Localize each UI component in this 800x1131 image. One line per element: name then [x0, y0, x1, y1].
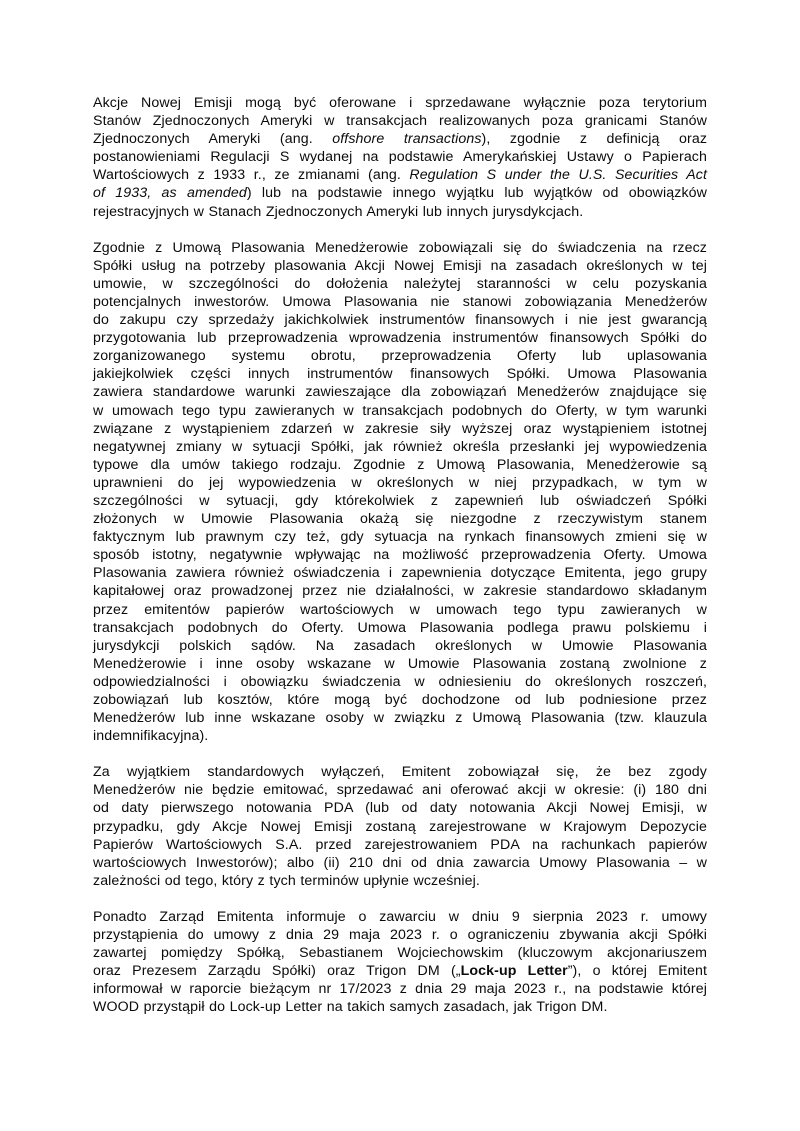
text-line — [93, 347, 707, 365]
text-run: związane z wystąpieniem zdarzeń w zakresie siły wyższej oraz wystąpieniem istotnej — [93, 420, 707, 437]
text-run: złożonych w Umowie Plasowania okażą się niezgodne z rzeczywistym stanem — [93, 511, 707, 528]
paragraph — [93, 239, 707, 746]
text-line — [93, 908, 707, 926]
text-line — [93, 781, 707, 799]
text-run: przez emitentów papierów wartościowych w umowach tego typu zawieranych w — [93, 601, 707, 618]
text-line — [93, 998, 707, 1016]
text-line — [93, 239, 707, 257]
text-line — [93, 546, 707, 564]
text-line — [93, 944, 707, 962]
text-line — [93, 601, 707, 619]
text-run: typowe dla umów takiego rodzaju. Zgodnie z Umową Plasowania, Menedżerowie są — [93, 456, 707, 473]
text-line — [93, 691, 707, 709]
text-line — [93, 709, 707, 727]
text-line — [93, 727, 707, 745]
text-run: sposób istotny, negatywnie wpływając na możliwość przeprowadzenia Oferty. Umowa — [93, 547, 707, 564]
text-run: Ponadto Zarząd Emitenta informuje o zawarciu w dniu 9 sierpnia 2023 r. umowy — [93, 908, 707, 925]
text-line — [93, 637, 707, 655]
text-run: umowie, w szczególności do dołożenia należytej staranności w celu pozyskania — [93, 275, 707, 292]
text-line — [93, 510, 707, 528]
text-line — [93, 203, 707, 221]
italic-text-run: offshore transactions — [332, 131, 482, 148]
text-run: negatywnej zmiany w sytuacji Spółki, jak również określa przesłanki jej wypowiedzenia — [93, 438, 707, 455]
text-run: indemnifikacyjna). — [93, 728, 209, 745]
text-line — [93, 329, 707, 347]
text-run: ), zgodnie z definicją oraz — [481, 131, 708, 148]
text-run: transakcjach podobnych do Oferty. Umowa Plasowania podlega prawu polskiemu i — [93, 619, 707, 636]
text-run: Zgodnie z Umową Plasowania Menedżerowie zobowiązali się do świadczenia na rzecz — [93, 239, 707, 256]
paragraph — [93, 908, 707, 1017]
text-line — [93, 528, 707, 546]
text-line — [93, 94, 707, 112]
text-line — [93, 854, 707, 872]
text-run: ) lub na podstawie innego wyjątku lub wyjątków od obowiązków — [246, 185, 707, 202]
text-run: przystąpienia do umowy z dnia 29 maja 2023 r. o ograniczeniu zbywania akcji Spółki — [93, 927, 707, 944]
text-line — [93, 926, 707, 944]
text-line — [93, 872, 707, 890]
text-run: Zjednoczonych Ameryki (ang. — [93, 131, 333, 148]
text-run: postanowieniami Regulacji S wydanej na podstawie Amerykańskiej Ustawy o Papierach — [93, 149, 707, 166]
text-line — [93, 112, 707, 130]
text-run: zawartej pomiędzy Spółką, Sebastianem Wojciechowskim (kluczowym akcjonariuszem — [93, 945, 707, 962]
text-run: Wartościowych z 1933 r., ze zmianami (ang. — [93, 167, 410, 184]
text-run: zależności od tego, który z tych terminów upłynie wcześniej. — [93, 872, 480, 889]
text-run: w umowach tego typu zawieranych w transakcjach podobnych do Oferty, w tym warunki — [93, 402, 707, 419]
text-line — [93, 365, 707, 383]
text-run: potencjalnych inwestorów. Umowa Plasowania nie stanowi zobowiązania Menedżerów — [93, 293, 707, 310]
text-run: przygotowania lub przeprowadzenia wprowadzenia instrumentów finansowych Spółki do — [93, 330, 707, 347]
text-run: Papierów Wartościowych S.A. przed zarejestrowaniem PDA na rachunkach papierów — [93, 836, 707, 853]
text-line — [93, 980, 707, 998]
text-run: rejestracyjnych w Stanach Zjednoczonych Ameryki lub innych jurysdykcjach. — [93, 203, 584, 220]
text-line — [93, 184, 707, 202]
text-run: oraz Prezesem Zarządu Spółki) oraz Trigon DM („ — [93, 963, 461, 980]
text-run: uprawnieni do jej wypowiedzenia w określonych w niej przypadkach, w tym w — [93, 474, 707, 491]
text-line — [93, 619, 707, 637]
paragraph — [93, 763, 707, 890]
text-line — [93, 818, 707, 836]
text-run: Akcje Nowej Emisji mogą być oferowane i sprzedawane wyłącznie poza terytorium — [93, 95, 707, 111]
text-run: Menedżerów lub inne wskazane osoby w związku z Umową Plasowania (tzw. klauzula — [93, 710, 707, 727]
text-run: do zakupu czy sprzedaży jakichkolwiek instrumentów finansowych i nie jest gwarancją — [93, 312, 707, 329]
text-line — [93, 655, 707, 673]
text-run: faktycznym lub prawnym czy też, gdy sytuacja na rynkach finansowych zmieni się w — [93, 529, 707, 546]
text-run: przypadku, gdy Akcje Nowej Emisji zostaną zarejestrowane w Krajowym Depozycie — [93, 818, 707, 835]
text-line — [93, 402, 707, 420]
paragraph — [93, 94, 707, 221]
text-run: kapitałowej oraz prowadzonej przez nie działalności, w zakresie standardowo składanym — [93, 583, 707, 600]
text-line — [93, 420, 707, 438]
text-line — [93, 492, 707, 510]
bold-text-run: Lock-up Letter — [460, 963, 568, 980]
text-line — [93, 166, 707, 184]
text-run: zorganizowanego systemu obrotu, przeprowadzenia Oferty lub uplasowania — [93, 348, 707, 365]
text-line — [93, 836, 707, 854]
text-line — [93, 293, 707, 311]
text-run: odpowiedzialności i obowiązku świadczenia w odniesieniu do określonych roszczeń, — [93, 673, 707, 690]
text-line — [93, 438, 707, 456]
italic-text-run: of 1933, as amended — [93, 185, 247, 202]
text-run: Za wyjątkiem standardowych wyłączeń, Emitent zobowiązał się, że bez zgody — [93, 764, 707, 781]
text-line — [93, 383, 707, 401]
text-line — [93, 799, 707, 817]
text-line — [93, 275, 707, 293]
text-line — [93, 311, 707, 329]
text-run: Menedżerów nie będzie emitować, sprzedawać ani oferować akcji w okresie: (i) 180 dni — [93, 782, 707, 799]
text-line — [93, 148, 707, 166]
text-line — [93, 962, 707, 980]
text-run: WOOD przystąpił do Lock-up Letter na takich samych zasadach, jak Trigon DM. — [93, 999, 608, 1016]
text-line — [93, 456, 707, 474]
text-line — [93, 763, 707, 781]
text-line — [93, 673, 707, 691]
text-run: zawiera standardowe warunki zawieszające dla zobowiązań Menedżerów znajdujące się — [93, 384, 707, 401]
text-run: szczególności w sytuacji, gdy którekolwiek z zapewnień lub oświadczeń Spółki — [93, 492, 707, 509]
text-run: od daty pierwszego notowania PDA (lub od daty notowania Akcji Nowej Emisji, w — [93, 800, 707, 817]
text-run: ”), o której Emitent — [567, 963, 707, 980]
text-run: Plasowania zawiera również oświadczenia i zapewnienia dotyczące Emitenta, jego grupy — [93, 565, 707, 582]
text-run: informował w raporcie bieżącym nr 17/2023 z dnia 29 maja 2023 r., na podstawie której — [93, 981, 707, 998]
italic-text-run: Regulation S under the U.S. Securities Act — [409, 167, 707, 184]
text-line — [93, 582, 707, 600]
text-line — [93, 130, 707, 148]
document-body — [93, 94, 707, 1017]
text-run: zobowiązań lub kosztów, które mogą być dochodzone od lub podniesione przez — [93, 692, 707, 708]
text-run: wartościowych Inwestorów); albo (ii) 210 dni od dnia zawarcia Umowy Plasowania – w — [93, 854, 707, 871]
text-line — [93, 474, 707, 492]
text-line — [93, 257, 707, 275]
text-run: jurysdykcji polskich sądów. Na zasadach określonych w Umowie Plasowania — [93, 637, 707, 654]
text-run: Spółki usług na potrzeby plasowania Akcji Nowej Emisji na zasadach określonych w tej — [93, 257, 707, 274]
text-run: Menedżerowie i inne osoby wskazane w Umowie Plasowania zostaną zwolnione z — [93, 655, 707, 672]
text-line — [93, 564, 707, 582]
text-run: Stanów Zjednoczonych Ameryki w transakcjach realizowanych poza granicami Stanów — [93, 113, 707, 130]
text-run: jakiejkolwiek części innych instrumentów finansowych Spółki. Umowa Plasowania — [93, 366, 707, 383]
